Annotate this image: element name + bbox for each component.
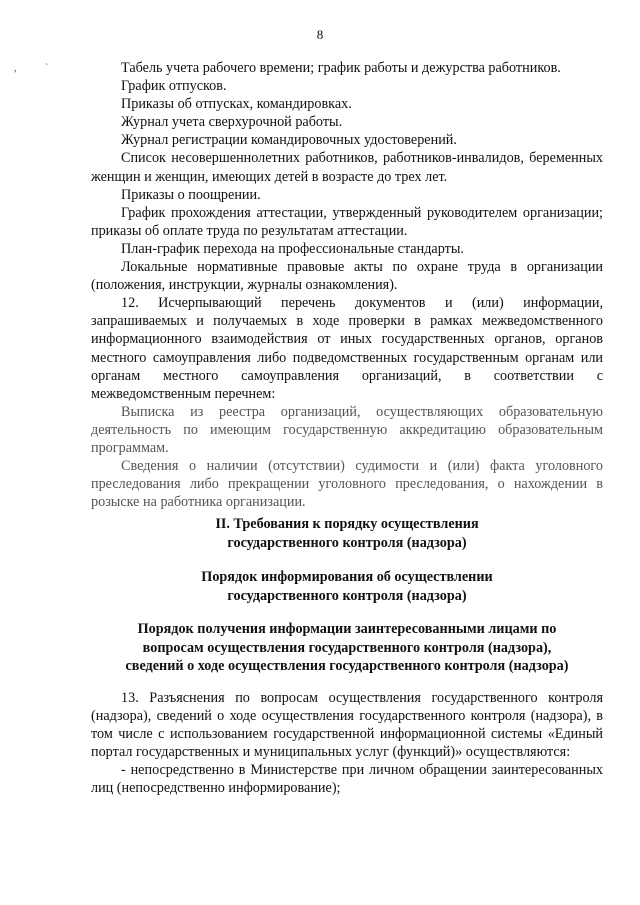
heading-line: II. Требования к порядку осуществления [215, 516, 479, 532]
subsection-heading [91, 568, 603, 605]
paragraph-item-12: 12. Исчерпывающий перечень документов и (или) информации, запрашиваемых и получаемых в ходе проверки в рамках межведомственного информационного взаимодействия от иных государственных органов, органов местного самоуправления либо подведомственных государственным органам или органам местного самоуправления организаций, в соответствии с межведомственным перечнем: [91, 295, 603, 402]
paragraph: Приказы о поощрении. [121, 186, 261, 203]
heading-line: сведений о ходе осуществления государственного контроля (надзора) [125, 658, 569, 675]
heading-line: Порядок информирования об осуществлении [201, 569, 493, 585]
subsection-heading [91, 620, 603, 676]
scan-mark: , [14, 63, 17, 74]
paragraph: Список несовершеннолетних работников, работников-инвалидов, беременных женщин и женщин, имеющих детей в возрасте до трех лет. [91, 150, 603, 185]
paragraph: Приказы об отпусках, командировках. [121, 96, 352, 113]
heading-line: государственного контроля (надзора) [227, 534, 467, 551]
paragraph: План-график перехода на профессиональные стандарты. [121, 240, 464, 257]
paragraph: Журнал регистрации командировочных удостоверений. [121, 132, 457, 149]
paragraph: Табель учета рабочего времени; график работы и дежурства работников. [121, 60, 561, 76]
paragraph: Выписка из реестра организаций, осуществляющих образовательную деятельность по имеющим государственную аккредитацию образовательным программам. [91, 403, 603, 456]
heading-line: Порядок получения информации заинтересованными лицами по [137, 621, 557, 637]
paragraph: График прохождения аттестации, утвержденный руководителем организации; приказы об оплате труда по результатам аттестации. [91, 204, 603, 239]
list-item: - непосредственно в Министерстве при личном обращении заинтересованных лиц (непосредственно информирование); [91, 762, 603, 797]
section-heading [91, 515, 603, 552]
page-number: 8 [316, 27, 324, 42]
scan-mark: ` [45, 63, 49, 74]
paragraph: Локальные нормативные правовые акты по охране труда в организации (положения, инструкции, журналы ознакомления). [91, 259, 603, 294]
heading-line: государственного контроля (надзора) [227, 587, 467, 604]
paragraph: График отпусков. [121, 78, 227, 95]
paragraph-item-13: 13. Разъяснения по вопросам осуществления государственного контроля (надзора), сведений о ходе осуществления государственного контроля (надзора), в том числе с использованием государственной информационной системы «Единый портал государственных и муниципальных услуг (функций)» осуществляются: [91, 690, 603, 761]
body-text-upper [91, 59, 603, 511]
body-text-lower [91, 689, 603, 798]
paragraph: Журнал учета сверхурочной работы. [121, 114, 343, 131]
heading-line: вопросам осуществления государственного контроля (надзора), [142, 639, 552, 656]
paragraph: Сведения о наличии (отсутствии) судимости и (или) факта уголовного преследования либо прекращении уголовного преследования, о нахождении в розыске на работника организации. [91, 458, 603, 511]
